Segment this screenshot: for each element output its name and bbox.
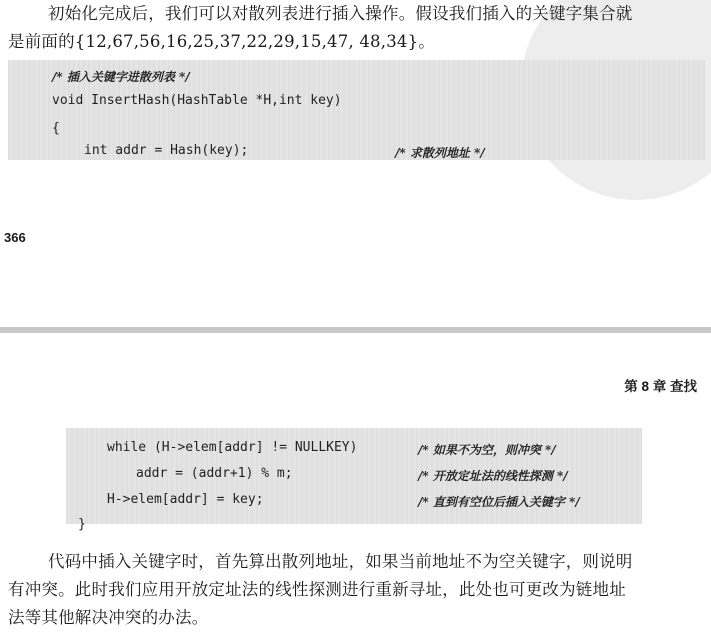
code-comment-hash: /* 求散列地址 */	[395, 146, 485, 160]
code-comment-insert: /* 插入关键字进散列表 */	[52, 70, 190, 84]
page-divider	[0, 327, 711, 333]
code-comment-conflict: /* 如果不为空，则冲突 */	[418, 443, 556, 457]
code-comment-probe: /* 开放定址法的线性探测 */	[418, 469, 568, 483]
code-while-line: while (H->elem[addr] != NULLKEY)	[107, 440, 358, 455]
page-number: 366	[4, 230, 26, 245]
code-probe-line: addr = (addr+1) % m;	[136, 466, 293, 481]
code-assign-line: H->elem[addr] = key;	[107, 492, 264, 507]
code-function-signature: void InsertHash(HashTable *H,int key)	[52, 93, 342, 108]
code-open-brace: {	[52, 121, 60, 136]
explanation-line-1: 代码中插入关键字时，首先算出散列地址，如果当前地址不为空关键字，则说明	[48, 552, 633, 571]
intro-line-2: 是前面的{12,67,56,16,25,37,22,29,15,47, 48,34}。	[8, 32, 435, 51]
intro-paragraph	[8, 0, 703, 56]
code-close-brace: }	[78, 517, 86, 532]
explanation-paragraph	[8, 548, 703, 632]
explanation-line-3: 法等其他解决冲突的办法。	[8, 608, 209, 627]
explanation-line-2: 有冲突。此时我们应用开放定址法的线性探测进行重新寻址，此处也可更改为链地址	[8, 580, 626, 599]
intro-line-1: 初始化完成后，我们可以对散列表进行插入操作。假设我们插入的关键字集合就	[48, 4, 633, 23]
chapter-header: 第 8 章 查找	[624, 379, 697, 394]
code-addr-line: int addr = Hash(key);	[84, 143, 249, 158]
code-comment-insert-key: /* 直到有空位后插入关键字 */	[418, 495, 580, 509]
